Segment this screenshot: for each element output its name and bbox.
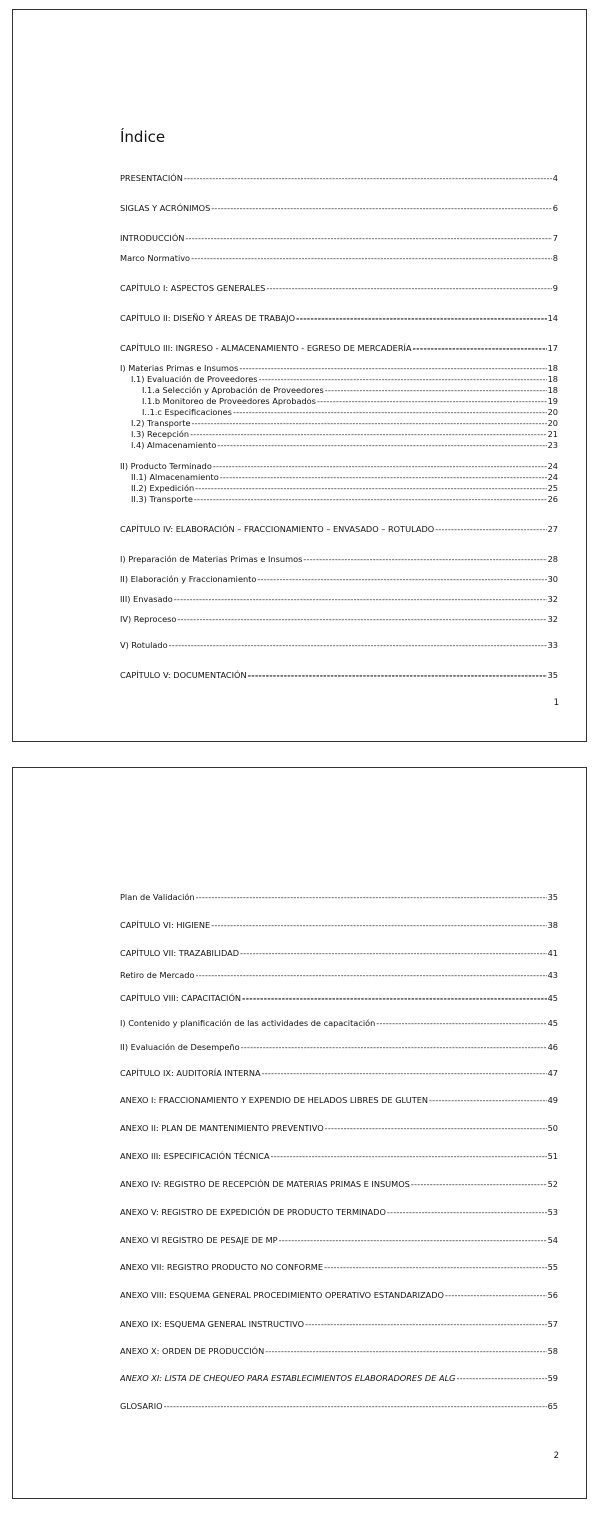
toc-entry-page: 17 xyxy=(547,343,558,353)
toc-leader-dashes xyxy=(445,1290,547,1300)
toc-entry xyxy=(120,524,558,534)
toc-entry xyxy=(120,1262,558,1272)
toc-entry-page: 57 xyxy=(547,1319,558,1329)
toc-entry-page: 19 xyxy=(547,396,558,406)
toc-entry-label: I.1) Evaluación de Proveedores xyxy=(131,374,258,384)
toc-entry-label: ANEXO V: REGISTRO DE EXPEDICIÓN DE PRODUCTO TERMINADO xyxy=(120,1207,386,1217)
page-number: 1 xyxy=(553,698,559,708)
toc-entry-label: ANEXO VII: REGISTRO PRODUCTO NO CONFORME xyxy=(120,1262,324,1272)
toc-leader-dashes xyxy=(279,1235,547,1245)
toc-entry-label: II) Evaluación de Desempeño xyxy=(120,1042,240,1052)
toc-entry-label: I) Contenido y planificación de las actividades de capacitación xyxy=(120,1018,376,1028)
toc-entry xyxy=(120,233,558,243)
toc-entry-label: CAPÍTULO I: ASPECTOS GENERALES xyxy=(120,283,266,293)
toc-entry-label: I) Preparación de Materias Primas e Insumos xyxy=(120,554,303,564)
toc-entry-label: ANEXO XI: LISTA DE CHEQUEO PARA ESTABLECIMIENTOS ELABORADORES DE ALG xyxy=(120,1373,456,1383)
toc-entry xyxy=(120,343,558,353)
toc-entry xyxy=(131,494,558,504)
toc-entry-page: 55 xyxy=(547,1262,558,1272)
toc-leader-dashes xyxy=(195,483,546,493)
toc-entry-page: 56 xyxy=(547,1290,558,1300)
toc-entry xyxy=(120,461,558,471)
toc-entry-label: SIGLAS Y ACRÓNIMOS xyxy=(120,203,211,213)
toc-entry-label: ANEXO II: PLAN DE MANTENIMIENTO PREVENTIVO xyxy=(120,1123,324,1133)
toc-entry-label: CAPÍTULO IV: ELABORACIÓN – FRACCIONAMIENTO – ENVASADO – ROTULADO xyxy=(120,524,435,534)
toc-entry-page: 50 xyxy=(547,1123,558,1133)
toc-entry-page: 6 xyxy=(552,203,558,213)
toc-entry-label: III) Envasado xyxy=(120,594,173,604)
toc-entry-page: 54 xyxy=(547,1235,558,1245)
toc-leader-dashes xyxy=(194,494,547,504)
toc-entry xyxy=(120,948,558,958)
toc-entry-page: 35 xyxy=(547,892,558,902)
toc-entry-label: CAPÍTULO VI: HIGIENE xyxy=(120,920,211,930)
toc-entry-label: Plan de Validación xyxy=(120,892,195,902)
toc-leader-dashes xyxy=(211,920,546,930)
toc-entry-page: 20 xyxy=(547,407,558,417)
toc-entry xyxy=(120,283,558,293)
toc-entry xyxy=(120,594,558,604)
toc-leader-dashes xyxy=(457,1373,547,1383)
toc-entry-page: 25 xyxy=(547,483,558,493)
toc-entry xyxy=(120,173,558,183)
toc-leader-dashes xyxy=(240,948,547,958)
toc-entry-label: II.2) Expedición xyxy=(131,483,195,493)
toc-entry xyxy=(142,407,558,417)
toc-entry-page: 21 xyxy=(547,429,558,439)
toc-entry xyxy=(131,483,558,493)
toc-entry xyxy=(120,1346,558,1356)
toc-leader-dashes xyxy=(213,461,547,471)
toc-entry-page: 18 xyxy=(547,363,558,373)
toc-entry xyxy=(131,472,558,482)
toc-entry-label: CAPÍTULO IX: AUDITORÍA INTERNA xyxy=(120,1068,261,1078)
toc-entry-page: 47 xyxy=(547,1068,558,1078)
toc-entry-label: CAPÍTULO III: INGRESO - ALMACENAMIENTO - EGRESO DE MERCADERÍA xyxy=(120,343,412,353)
toc-entry-label: I.1.b Monitoreo de Proveedores Aprobados xyxy=(142,396,316,406)
toc-entry xyxy=(120,313,558,323)
toc-entry-page: 9 xyxy=(552,283,558,293)
toc-entry-page: 32 xyxy=(547,614,558,624)
toc-leader-dashes xyxy=(174,594,547,604)
toc-leader-dashes xyxy=(266,283,551,293)
toc-leader-dashes xyxy=(191,418,546,428)
toc-entry-page: 4 xyxy=(552,173,558,183)
toc-entry-label: ANEXO IV: REGISTRO DE RECEPCIÓN DE MATERIAS PRIMAS E INSUMOS xyxy=(120,1179,410,1189)
toc-entry-label: II.3) Transporte xyxy=(131,494,193,504)
toc-entry xyxy=(131,374,558,384)
toc-leader-dashes xyxy=(262,1068,547,1078)
toc-leader-dashes xyxy=(191,253,552,263)
toc-entry xyxy=(120,640,558,650)
toc-entry-page: 45 xyxy=(547,1018,558,1028)
toc-leader-dashes xyxy=(259,374,547,384)
toc-entry-page: 18 xyxy=(547,385,558,395)
toc-entry-page: 20 xyxy=(547,418,558,428)
toc-leader-dashes xyxy=(429,1095,547,1105)
toc-entry-label: Retiro de Mercado xyxy=(120,970,195,980)
toc-leader-dashes xyxy=(217,440,546,450)
page-number: 2 xyxy=(553,1451,559,1461)
toc-entry-label: IV) Reproceso xyxy=(120,614,177,624)
toc-entry-page: 59 xyxy=(547,1373,558,1383)
toc-leader-dashes xyxy=(265,1346,546,1356)
toc-entry xyxy=(120,1373,558,1383)
toc-entry-page: 41 xyxy=(547,948,558,958)
toc-leader-dashes xyxy=(271,1151,547,1161)
toc-leader-dashes xyxy=(164,1401,547,1411)
toc-leader-dashes xyxy=(233,407,547,417)
toc-leader-dashes xyxy=(257,574,546,584)
toc-entry-label: I.4) Almacenamiento xyxy=(131,440,217,450)
toc-entry xyxy=(131,440,558,450)
toc-entry xyxy=(120,1290,558,1300)
toc-entry-page: 8 xyxy=(552,253,558,263)
toc-entry xyxy=(120,970,558,980)
toc-entry xyxy=(120,1319,558,1329)
document-page-2 xyxy=(12,767,587,1499)
toc-entry-label: CAPÍTULO VIII: CAPACITACIÓN xyxy=(120,993,242,1003)
toc-leader-dashes xyxy=(387,1207,547,1217)
toc-leader-dashes xyxy=(220,472,547,482)
toc-entry xyxy=(120,892,558,902)
toc-leader-dashes xyxy=(324,1262,547,1272)
toc-entry-label: CAPÍTULO VII: TRAZABILIDAD xyxy=(120,948,240,958)
toc-entry-page: 52 xyxy=(547,1179,558,1189)
toc-entry xyxy=(120,253,558,263)
toc-entry xyxy=(120,363,558,373)
toc-entry-label: CAPÍTULO II: DISEÑO Y ÁREAS DE TRABAJO xyxy=(120,313,296,323)
document-page-1 xyxy=(12,9,587,742)
toc-leader-dashes xyxy=(435,524,546,534)
toc-entry xyxy=(120,1123,558,1133)
toc-entry-label: ANEXO IX: ESQUEMA GENERAL INSTRUCTIVO xyxy=(120,1319,305,1329)
toc-entry xyxy=(120,920,558,930)
toc-entry xyxy=(120,993,558,1003)
toc-entry xyxy=(120,1068,558,1078)
toc-entry-label: INTRODUCCIÓN xyxy=(120,233,185,243)
toc-entry-label: CAPÍTULO V: DOCUMENTACIÓN xyxy=(120,670,247,680)
toc-entry-page: 53 xyxy=(547,1207,558,1217)
toc-leader-dashes xyxy=(190,429,546,439)
toc-entry xyxy=(120,1207,558,1217)
toc-leader-dashes xyxy=(325,1123,547,1133)
toc-entry-label: I) Materias Primas e Insumos xyxy=(120,363,239,373)
toc-entry-label: I.2) Transporte xyxy=(131,418,191,428)
toc-entry-page: 14 xyxy=(547,313,558,323)
toc-entry-label: ANEXO I: FRACCIONAMIENTO Y EXPENDIO DE HELADOS LIBRES DE GLUTEN xyxy=(120,1095,428,1105)
toc-entry-page: 51 xyxy=(547,1151,558,1161)
toc-entry-label: II.1) Almacenamiento xyxy=(131,472,219,482)
toc-leader-dashes xyxy=(413,343,547,353)
toc-leader-dashes xyxy=(177,614,546,624)
toc-leader-dashes xyxy=(376,1018,546,1028)
toc-entry-page: 27 xyxy=(547,524,558,534)
toc-entry-label: II) Elaboración y Fraccionamiento xyxy=(120,574,257,584)
toc-leader-dashes xyxy=(325,385,547,395)
toc-entry xyxy=(120,1018,558,1028)
toc-leader-dashes xyxy=(305,1319,547,1329)
toc-entry xyxy=(120,1401,558,1411)
toc-entry-page: 38 xyxy=(547,920,558,930)
toc-entry-label: ANEXO III: ESPECIFICACIÓN TÉCNICA xyxy=(120,1151,270,1161)
toc-entry-label: GLOSARIO xyxy=(120,1401,163,1411)
toc-leader-dashes xyxy=(184,173,552,183)
toc-entry xyxy=(142,396,558,406)
toc-entry-label: ANEXO VI REGISTRO DE PESAJE DE MP xyxy=(120,1235,278,1245)
toc-entry xyxy=(120,1151,558,1161)
toc-leader-dashes xyxy=(169,640,547,650)
toc-entry-page: 35 xyxy=(547,670,558,680)
toc-entry-label: II) Producto Terminado xyxy=(120,461,212,471)
toc-entry-page: 45 xyxy=(547,993,558,1003)
toc-leader-dashes xyxy=(185,233,551,243)
toc-entry-page: 18 xyxy=(547,374,558,384)
toc-entry-label: I.1.a Selección y Aprobación de Proveedores xyxy=(142,385,324,395)
index-title: Índice xyxy=(120,128,166,146)
toc-leader-dashes xyxy=(211,203,552,213)
toc-entry xyxy=(120,614,558,624)
toc-entry xyxy=(142,385,558,395)
toc-leader-dashes xyxy=(196,970,547,980)
toc-entry xyxy=(120,1179,558,1189)
toc-leader-dashes xyxy=(296,313,547,323)
toc-entry xyxy=(120,1042,558,1052)
toc-entry-label: PRESENTACIÓN xyxy=(120,173,183,183)
toc-entry-page: 28 xyxy=(547,554,558,564)
toc-leader-dashes xyxy=(242,993,547,1003)
toc-entry xyxy=(120,1235,558,1245)
toc-leader-dashes xyxy=(241,1042,547,1052)
toc-entry-page: 58 xyxy=(547,1346,558,1356)
toc-entry xyxy=(120,574,558,584)
toc-entry xyxy=(131,429,558,439)
toc-entry xyxy=(120,670,558,680)
toc-entry xyxy=(131,418,558,428)
toc-entry-page: 23 xyxy=(547,440,558,450)
toc-entry-label: I..1.c Especificaciones xyxy=(142,407,232,417)
toc-entry-page: 32 xyxy=(547,594,558,604)
toc-leader-dashes xyxy=(239,363,546,373)
toc-entry-page: 24 xyxy=(547,461,558,471)
toc-entry-page: 49 xyxy=(547,1095,558,1105)
toc-entry-label: I.3) Recepción xyxy=(131,429,190,439)
toc-leader-dashes xyxy=(303,554,546,564)
toc-entry-page: 65 xyxy=(547,1401,558,1411)
toc-entry xyxy=(120,1095,558,1105)
toc-entry-label: ANEXO VIII: ESQUEMA GENERAL PROCEDIMIENTO OPERATIVO ESTANDARIZADO xyxy=(120,1290,445,1300)
toc-entry xyxy=(120,203,558,213)
toc-leader-dashes xyxy=(196,892,547,902)
toc-entry-page: 26 xyxy=(547,494,558,504)
toc-entry-page: 7 xyxy=(552,233,558,243)
toc-entry-page: 43 xyxy=(547,970,558,980)
toc-entry-label: Marco Normativo xyxy=(120,253,191,263)
toc-leader-dashes xyxy=(411,1179,547,1189)
toc-leader-dashes xyxy=(248,670,547,680)
toc-entry-label: V) Rotulado xyxy=(120,640,168,650)
toc-entry-page: 30 xyxy=(547,574,558,584)
toc-entry-page: 46 xyxy=(547,1042,558,1052)
toc-entry-page: 33 xyxy=(547,640,558,650)
toc-entry-page: 24 xyxy=(547,472,558,482)
toc-entry-label: ANEXO X: ORDEN DE PRODUCCIÓN xyxy=(120,1346,265,1356)
toc-leader-dashes xyxy=(317,396,547,406)
toc-entry xyxy=(120,554,558,564)
